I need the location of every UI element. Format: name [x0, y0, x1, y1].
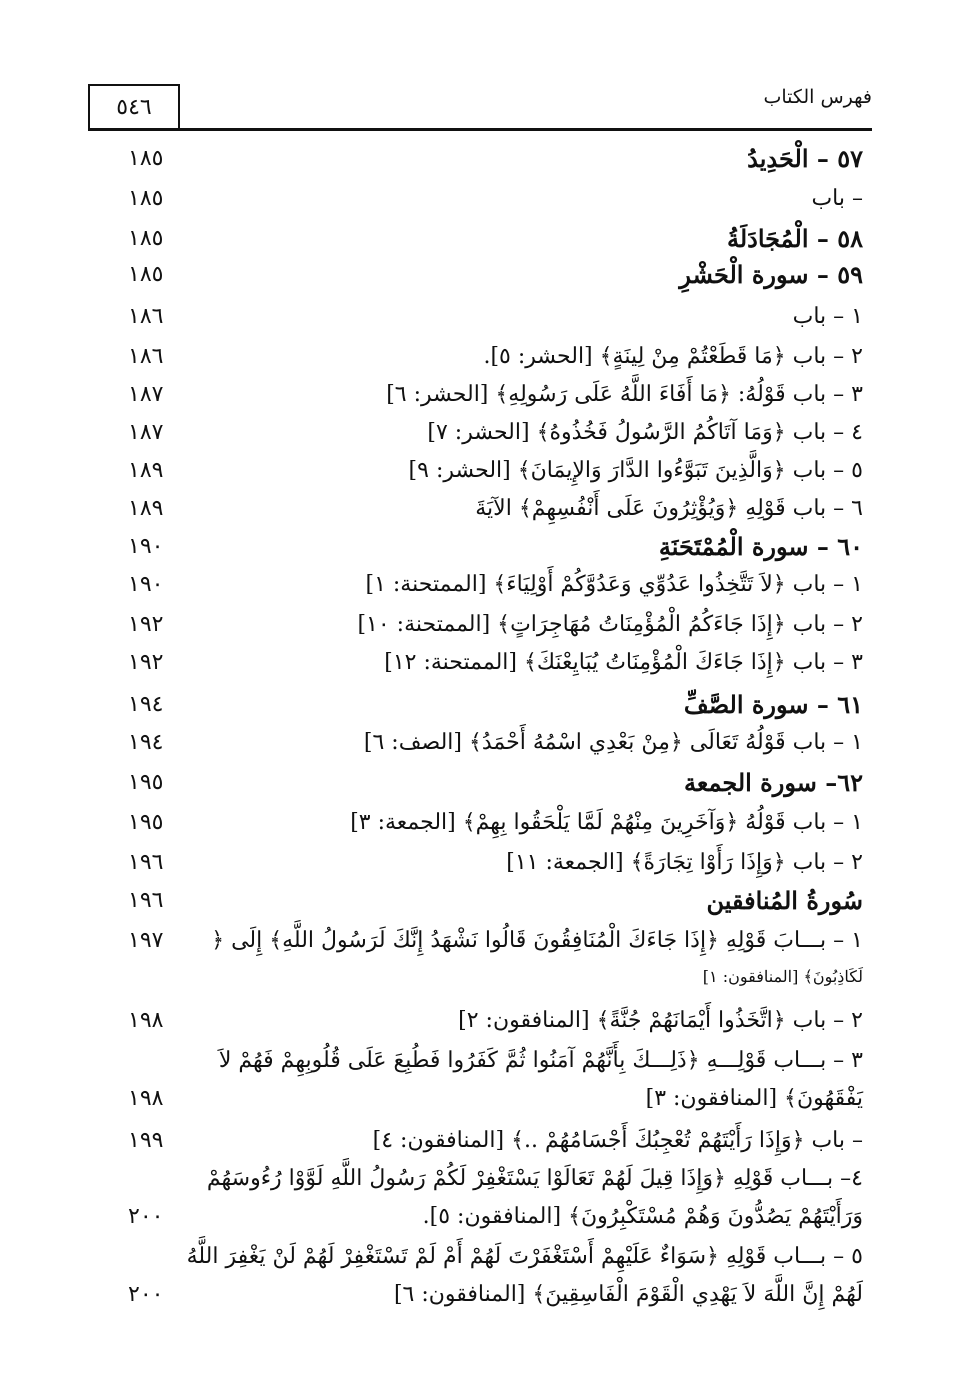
toc-entry-text: وَرَأَيْتَهُمْ يَصُدُّونَ وَهُمْ مُسْتَكْبِرُونَ﴾ [المنافقون: ٥].	[422, 1204, 863, 1229]
toc-entry-text: ٢ – باب ﴿اتَّخَذُوا أَيْمَانَهُمْ جُنَّةً﴾ [المنافقون: ٢]	[458, 1008, 863, 1033]
toc-heading: ٦٢– سورة الجمعة	[684, 768, 863, 797]
toc-page-number: ١٩٥	[128, 770, 164, 795]
toc-entry-text: ٥ – باب ﴿وَالَّذِينَ تَبَوَّءُوا الدَّارَ وَالإِيمَانَ﴾ [الحشر: ٩]	[408, 458, 863, 483]
toc-page-number: ١٩٤	[128, 730, 164, 755]
toc-page-number: ١٨٦	[128, 304, 164, 329]
toc-heading: ٥٧ – الْحَدِيدُ	[747, 144, 863, 173]
toc-entry-text: – باب	[811, 186, 863, 211]
toc-page-number: ١٩٩	[128, 1128, 164, 1153]
toc-heading: ٥٩ – سورة الْحَشْرِ	[679, 260, 863, 289]
toc-heading: ٥٨ – الْمُجَادَلَةُ	[726, 224, 863, 253]
toc-entry-text: ٤– بـــاب قَوْلِهِ ﴿وَإِذَا قِيلَ لَهُمْ تَعَالَوْا يَسْتَغْفِرْ لَكُمْ رَسُولُ اللَّهِ لَوَّوْا رُءُوسَهُمْ	[206, 1166, 863, 1191]
toc-page-number: ١٩٠	[128, 572, 164, 597]
toc-page-number: ١٨٥	[128, 262, 164, 287]
header-rule	[88, 128, 872, 131]
toc-entry-text: ١ – باب قَوْلُهُ تَعَالَى ﴿مِنْ بَعْدِي اسْمُهُ أَحْمَدُ﴾ [الصف: ٦]	[363, 730, 863, 755]
toc-page-number: ١٩٨	[128, 1086, 164, 1111]
toc-page-number: ١٨٥	[128, 146, 164, 171]
toc-page-number: ١٩٠	[128, 534, 164, 559]
toc-heading: سُورةُ المُنافقين	[706, 886, 863, 915]
toc-page-number: ١٨٧	[128, 382, 164, 407]
page-number-box	[88, 84, 180, 128]
toc-page-number: ١٨٩	[128, 458, 164, 483]
toc-page-number: ١٨٥	[128, 186, 164, 211]
toc-page-number: ١٨٥	[128, 226, 164, 251]
running-title: فهرس الكتاب	[763, 86, 872, 108]
toc-entry-text: ١ – باب	[792, 304, 863, 329]
page-number: ٥٤٦	[116, 94, 152, 120]
toc-entry-text: ٥ – بـــاب قَوْلِهِ ﴿سَوَاءٌ عَلَيْهِمْ أَسْتَغْفَرْتَ لَهُمْ أَمْ لَمْ تَسْتَغْفِرْ لَهُمْ لَنْ يَغْفِرَ اللَّهُ	[186, 1244, 863, 1269]
toc-entry-text: ٢ – باب ﴿وَإِذَا رَأَوْا تِجَارَةً﴾ [الجمعة: ١١]	[506, 850, 863, 875]
toc-entry-text: ٣ – بـــاب قَوْلِـــهِ ﴿ذَلِـــكَ بِأَنَّهُمْ آمَنُوا ثُمَّ كَفَرُوا فَطُبِعَ عَلَى قُلُوبِهِمْ فَهُمْ لاَ	[218, 1048, 863, 1073]
page-header	[88, 74, 872, 130]
toc-page-number: ١٩٢	[128, 650, 164, 675]
toc-entry-text: ١ – باب قَوْلُهُ ﴿وَآخَرِينَ مِنْهُمْ لَمَّا يَلْحَقُوا بِهِمْ﴾ [الجمعة: ٣]	[350, 810, 863, 835]
toc-entry-text: لَكَاذِبُونَ﴾ [المنافقون: ١]	[702, 967, 863, 986]
toc-page-number: ١٨٦	[128, 344, 164, 369]
toc-entry-text: – باب ﴿وَإِذَا رَأَيْتَهُمْ تُعْجِبُكَ أَجْسَامُهُمْ ..﴾ [المنافقون: ٤]	[372, 1128, 863, 1153]
toc-entry-text: ٤ – باب ﴿وَمَا آتَاكُمُ الرَّسُولُ فَخُذُوهُ﴾ [الحشر: ٧]	[427, 420, 863, 445]
toc-entry-text: لَهُمْ إِنَّ اللَّهَ لاَ يَهْدِي الْقَوْمَ الْفَاسِقِينَ﴾ [المنافقون: ٦]	[393, 1282, 863, 1307]
toc-entry-text: ٣ – باب قَوْلُهُ: ﴿مَا أَفَاءَ اللَّهُ عَلَى رَسُولِهِ﴾ [الحشر: ٦]	[386, 382, 863, 407]
toc-page-number: ١٩٥	[128, 810, 164, 835]
toc-page-number: ١٨٧	[128, 420, 164, 445]
toc-page-number: ١٩٨	[128, 1008, 164, 1033]
toc-entry-text: ١ – بـــابَ قَوْلِهِ ﴿إِذَا جَاءَكَ الْمُنَافِقُونَ قَالُوا نَشْهَدُ إِنَّكَ لَرَسُولُ اللَّهِ﴾ إِلَى ﴿	[211, 928, 863, 953]
toc-entry-text: ٦ – باب قَوْلِهِ ﴿وَيُؤْثِرُونَ عَلَى أَنْفُسِهِمْ﴾ الآيَةَ	[475, 496, 863, 521]
toc-entry-text: ٢ – باب ﴿مَا قَطَعْتُمْ مِنْ لِينَةٍ﴾ [الحشر: ٥].	[483, 344, 863, 369]
toc-page-number: ١٨٩	[128, 496, 164, 521]
toc-page-number: ١٩٦	[128, 850, 164, 875]
toc-page-number: ١٩٤	[128, 692, 164, 717]
toc-heading: ٦٠ – سورة الْمُمْتَحَنَةِ	[658, 532, 863, 561]
toc-entry-text: ٣ – باب ﴿إِذَا جَاءَكَ الْمُؤْمِنَاتُ يُبَايِعْنَكَ﴾ [الممتحنة: ١٢]	[384, 650, 863, 675]
toc-page-number: ١٩٧	[128, 928, 164, 953]
toc-page-number: ٢٠٠	[128, 1282, 164, 1307]
toc-page-number: ١٩٢	[128, 612, 164, 637]
toc-page-number: ٢٠٠	[128, 1204, 164, 1229]
toc-entry-text: ١ – باب ﴿لاَ تَتَّخِذُوا عَدُوِّي وَعَدُوَّكُمْ أَوْلِيَاءَ﴾ [الممتحنة: ١]	[365, 572, 863, 597]
toc-heading: ٦١ – سورة الصَّفِّ	[683, 690, 863, 719]
toc-entry-text: ٢ – باب ﴿إِذَا جَاءَكُمُ الْمُؤْمِنَاتُ مُهَاجِرَاتٍ﴾ [الممتحنة: ١٠]	[357, 612, 863, 637]
toc-page-number: ١٩٦	[128, 888, 164, 913]
toc-entry-text: يَفْقَهُونَ﴾ [المنافقون: ٣]	[645, 1086, 863, 1111]
